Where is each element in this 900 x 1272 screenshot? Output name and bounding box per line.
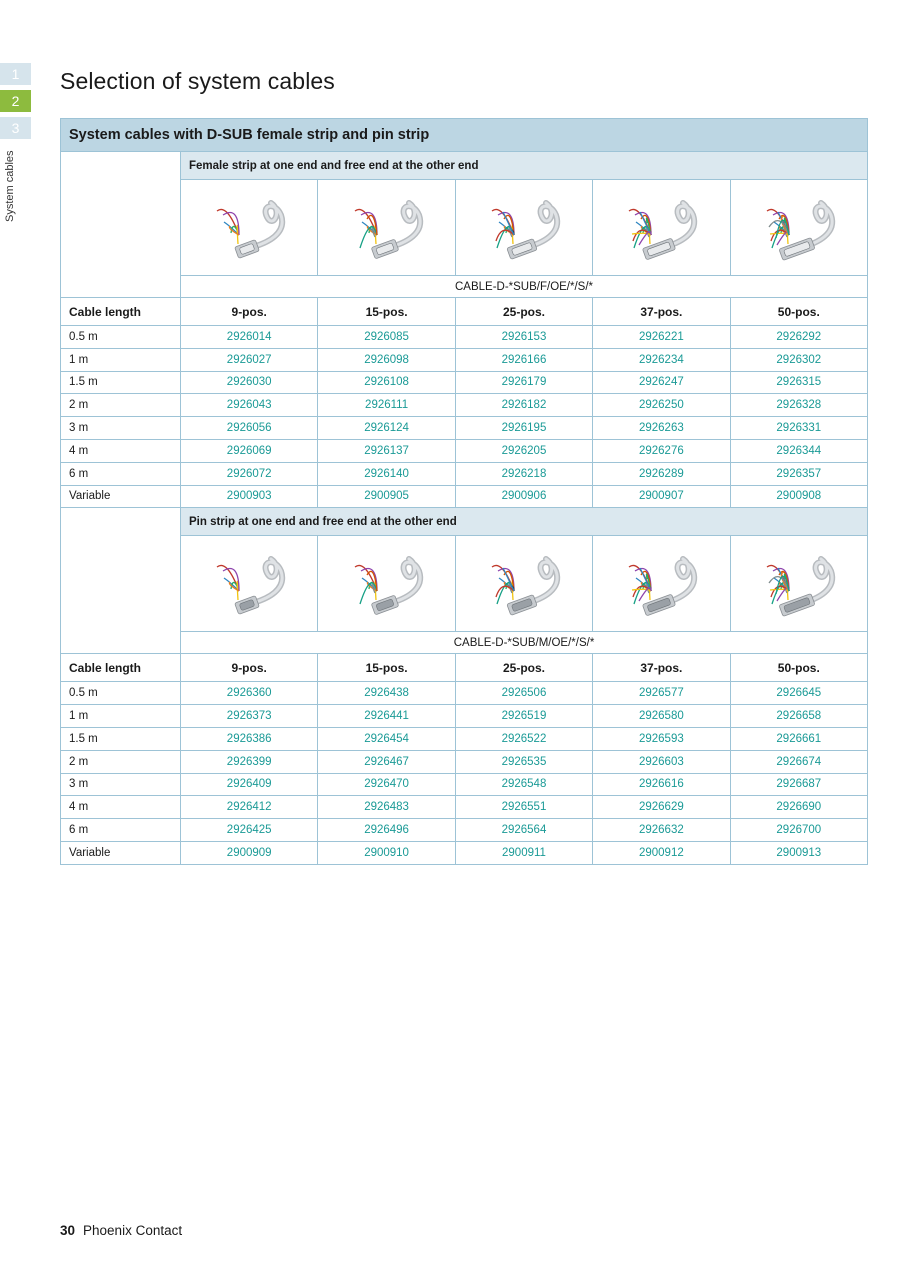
positions-header: 25-pos. xyxy=(455,298,592,326)
order-number-link[interactable]: 2900907 xyxy=(593,485,730,508)
cable-length: 4 m xyxy=(61,796,181,819)
table-row xyxy=(61,750,868,773)
cable-length: 1 m xyxy=(61,348,181,371)
order-number-link[interactable]: 2926069 xyxy=(181,439,318,462)
order-number-link[interactable]: 2926470 xyxy=(318,773,455,796)
cable-length: Variable xyxy=(61,841,181,864)
section-header-row xyxy=(61,508,868,536)
positions-header: 9-pos. xyxy=(181,298,318,326)
cable-length: 0.5 m xyxy=(61,326,181,349)
order-number-link[interactable]: 2926616 xyxy=(593,773,730,796)
order-number-link[interactable]: 2926247 xyxy=(593,371,730,394)
order-number-link[interactable]: 2900912 xyxy=(593,841,730,864)
order-number-link[interactable]: 2900908 xyxy=(730,485,867,508)
chapter-tab-1[interactable]: 1 xyxy=(0,63,31,85)
order-number-link[interactable]: 2926409 xyxy=(181,773,318,796)
positions-header: 50-pos. xyxy=(730,298,867,326)
order-number-link[interactable]: 2926331 xyxy=(730,417,867,440)
product-image xyxy=(181,180,318,276)
column-header-row xyxy=(61,298,868,326)
column-header-row xyxy=(61,654,868,682)
table-row xyxy=(61,773,868,796)
page-title: Selection of system cables xyxy=(60,68,335,94)
table-row xyxy=(61,819,868,842)
table-row xyxy=(61,394,868,417)
order-number-link[interactable]: 2926564 xyxy=(455,819,592,842)
chapter-tab-3[interactable]: 3 xyxy=(0,117,31,139)
product-image xyxy=(593,536,730,632)
cable-length: 6 m xyxy=(61,462,181,485)
order-number-link[interactable]: 2926360 xyxy=(181,682,318,705)
order-number-link[interactable]: 2926603 xyxy=(593,750,730,773)
order-number-link[interactable]: 2926373 xyxy=(181,705,318,728)
order-number-link[interactable]: 2926412 xyxy=(181,796,318,819)
cable-length: 6 m xyxy=(61,819,181,842)
positions-header: 37-pos. xyxy=(593,654,730,682)
order-number-link[interactable]: 2926496 xyxy=(318,819,455,842)
table-title: System cables with D-SUB female strip and pin strip xyxy=(61,119,868,152)
product-image xyxy=(593,180,730,276)
order-number-link[interactable]: 2926632 xyxy=(593,819,730,842)
order-number-link[interactable]: 2926276 xyxy=(593,439,730,462)
order-number-link[interactable]: 2926629 xyxy=(593,796,730,819)
page-number: 30 xyxy=(60,1223,76,1238)
product-image-row xyxy=(61,536,868,632)
order-number-link[interactable]: 2926140 xyxy=(318,462,455,485)
order-number-link[interactable]: 2926441 xyxy=(318,705,455,728)
order-number-link[interactable]: 2926535 xyxy=(455,750,592,773)
positions-header: 9-pos. xyxy=(181,654,318,682)
chapter-tabs xyxy=(0,63,31,144)
order-number-link[interactable]: 2900909 xyxy=(181,841,318,864)
order-number-link[interactable]: 2926072 xyxy=(181,462,318,485)
table-row xyxy=(61,417,868,440)
order-number-link[interactable]: 2926548 xyxy=(455,773,592,796)
order-number-link[interactable]: 2926111 xyxy=(318,394,455,417)
order-number-link[interactable]: 2926234 xyxy=(593,348,730,371)
product-image xyxy=(318,180,455,276)
cable-length-header: Cable length xyxy=(61,298,181,326)
order-number-link[interactable]: 2926263 xyxy=(593,417,730,440)
section-header-row xyxy=(61,152,868,180)
cable-length: 0.5 m xyxy=(61,682,181,705)
order-number-link[interactable]: 2926577 xyxy=(593,682,730,705)
order-number-link[interactable]: 2900913 xyxy=(730,841,867,864)
order-number-link[interactable]: 2926399 xyxy=(181,750,318,773)
order-number-link[interactable]: 2926551 xyxy=(455,796,592,819)
product-image xyxy=(730,536,867,632)
order-number-link[interactable]: 2926593 xyxy=(593,727,730,750)
type-code: CABLE-D-*SUB/F/OE/*/S/* xyxy=(181,276,868,298)
positions-header: 15-pos. xyxy=(318,298,455,326)
chapter-tab-2[interactable]: 2 xyxy=(0,90,31,112)
table-row xyxy=(61,348,868,371)
product-image-row xyxy=(61,180,868,276)
table-row xyxy=(61,371,868,394)
table-row xyxy=(61,326,868,349)
order-number-link[interactable]: 2926522 xyxy=(455,727,592,750)
order-number-link[interactable]: 2926182 xyxy=(455,394,592,417)
order-number-link[interactable]: 2926137 xyxy=(318,439,455,462)
order-number-link[interactable]: 2926250 xyxy=(593,394,730,417)
order-number-link[interactable]: 2926519 xyxy=(455,705,592,728)
order-number-link[interactable]: 2926030 xyxy=(181,371,318,394)
order-number-link[interactable]: 2900911 xyxy=(455,841,592,864)
order-number-link[interactable]: 2926315 xyxy=(730,371,867,394)
order-number-link[interactable]: 2926166 xyxy=(455,348,592,371)
cable-length: 2 m xyxy=(61,394,181,417)
table-row xyxy=(61,727,868,750)
order-number-link[interactable]: 2926085 xyxy=(318,326,455,349)
order-number-link[interactable]: 2926438 xyxy=(318,682,455,705)
order-number-link[interactable]: 2926014 xyxy=(181,326,318,349)
cable-length: Variable xyxy=(61,485,181,508)
order-number-link[interactable]: 2900905 xyxy=(318,485,455,508)
order-number-link[interactable]: 2926580 xyxy=(593,705,730,728)
positions-header: 50-pos. xyxy=(730,654,867,682)
order-number-link[interactable]: 2926328 xyxy=(730,394,867,417)
product-image xyxy=(455,180,592,276)
cable-length: 4 m xyxy=(61,439,181,462)
section-blank-cell xyxy=(61,152,181,298)
order-number-link[interactable]: 2926425 xyxy=(181,819,318,842)
order-number-link[interactable]: 2926386 xyxy=(181,727,318,750)
order-number-link[interactable]: 2926153 xyxy=(455,326,592,349)
order-number-link[interactable]: 2926043 xyxy=(181,394,318,417)
cable-length: 1 m xyxy=(61,705,181,728)
order-number-link[interactable]: 2926289 xyxy=(593,462,730,485)
company-name: Phoenix Contact xyxy=(83,1223,183,1238)
order-number-link[interactable]: 2926292 xyxy=(730,326,867,349)
table-row xyxy=(61,439,868,462)
order-number-link[interactable]: 2926690 xyxy=(730,796,867,819)
section-subtitle: Female strip at one end and free end at the other end xyxy=(181,152,868,180)
page-footer xyxy=(60,1223,182,1238)
table-row xyxy=(61,485,868,508)
order-number-link[interactable]: 2926645 xyxy=(730,682,867,705)
table-row xyxy=(61,462,868,485)
order-number-link[interactable]: 2926098 xyxy=(318,348,455,371)
order-number-link[interactable]: 2926195 xyxy=(455,417,592,440)
order-number-link[interactable]: 2900910 xyxy=(318,841,455,864)
product-image xyxy=(318,536,455,632)
cable-length: 2 m xyxy=(61,750,181,773)
order-number-link[interactable]: 2926221 xyxy=(593,326,730,349)
table-row xyxy=(61,796,868,819)
order-number-link[interactable]: 2926661 xyxy=(730,727,867,750)
order-number-link[interactable]: 2900906 xyxy=(455,485,592,508)
order-number-link[interactable]: 2926506 xyxy=(455,682,592,705)
order-number-link[interactable]: 2926302 xyxy=(730,348,867,371)
positions-header: 37-pos. xyxy=(593,298,730,326)
order-number-link[interactable]: 2926205 xyxy=(455,439,592,462)
cable-length: 1.5 m xyxy=(61,371,181,394)
cable-length: 1.5 m xyxy=(61,727,181,750)
order-number-link[interactable]: 2926027 xyxy=(181,348,318,371)
order-number-link[interactable]: 2926674 xyxy=(730,750,867,773)
section-subtitle: Pin strip at one end and free end at the other end xyxy=(181,508,868,536)
table-row xyxy=(61,705,868,728)
order-number-link[interactable]: 2926056 xyxy=(181,417,318,440)
product-image xyxy=(730,180,867,276)
positions-header: 15-pos. xyxy=(318,654,455,682)
table-row xyxy=(61,841,868,864)
product-image xyxy=(455,536,592,632)
order-number-link[interactable]: 2926344 xyxy=(730,439,867,462)
order-number-link[interactable]: 2926124 xyxy=(318,417,455,440)
cable-length: 3 m xyxy=(61,773,181,796)
order-number-link[interactable]: 2926179 xyxy=(455,371,592,394)
table-row xyxy=(61,682,868,705)
order-number-link[interactable]: 2926467 xyxy=(318,750,455,773)
order-number-link[interactable]: 2926700 xyxy=(730,819,867,842)
order-number-link[interactable]: 2926483 xyxy=(318,796,455,819)
chapter-label: System cables xyxy=(4,150,16,222)
product-image xyxy=(181,536,318,632)
cable-length: 3 m xyxy=(61,417,181,440)
type-code-row xyxy=(61,276,868,298)
order-number-link[interactable]: 2926687 xyxy=(730,773,867,796)
section-blank-cell xyxy=(61,508,181,654)
order-number-link[interactable]: 2926108 xyxy=(318,371,455,394)
positions-header: 25-pos. xyxy=(455,654,592,682)
order-number-link[interactable]: 2900903 xyxy=(181,485,318,508)
order-number-link[interactable]: 2926658 xyxy=(730,705,867,728)
order-number-link[interactable]: 2926454 xyxy=(318,727,455,750)
table-title-row xyxy=(61,119,868,152)
system-cables-table xyxy=(60,118,868,865)
order-number-link[interactable]: 2926218 xyxy=(455,462,592,485)
cable-length-header: Cable length xyxy=(61,654,181,682)
type-code-row xyxy=(61,632,868,654)
type-code: CABLE-D-*SUB/M/OE/*/S/* xyxy=(181,632,868,654)
order-number-link[interactable]: 2926357 xyxy=(730,462,867,485)
